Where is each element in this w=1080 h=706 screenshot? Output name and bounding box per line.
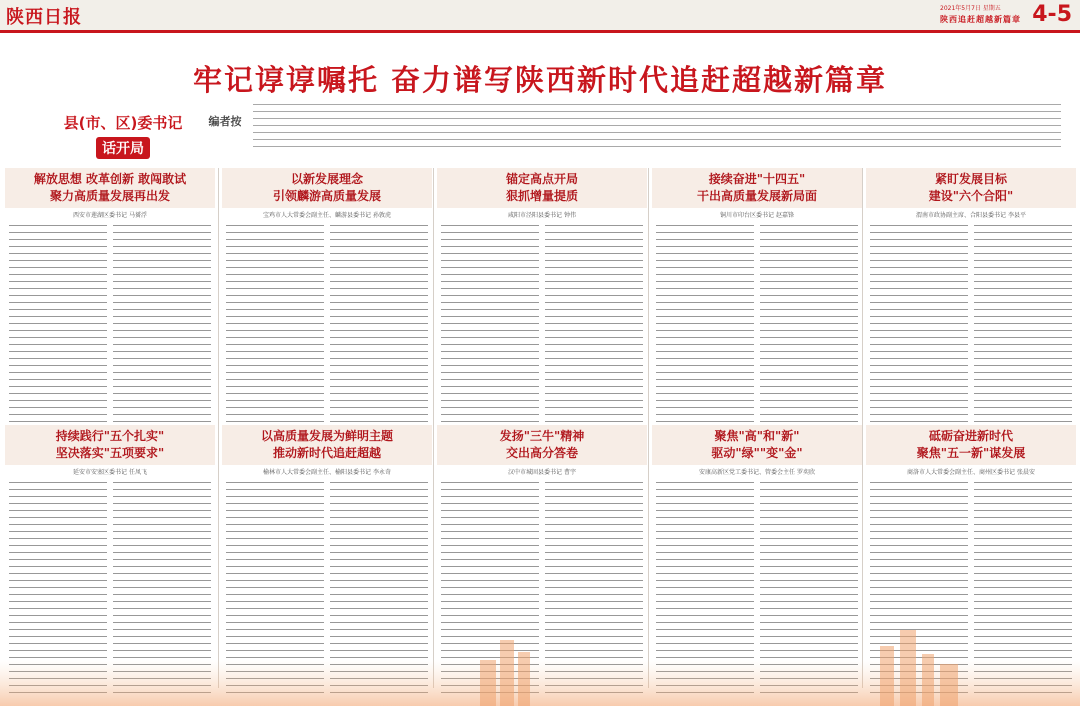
page-number: 4-5 xyxy=(1032,2,1072,27)
article-byline: 西安市莲湖区委书记 马赟浮 xyxy=(73,212,147,219)
article-title-line: 以高质量发展为鲜明主题 xyxy=(260,429,393,443)
article-title-line: 引领麟游高质量发展 xyxy=(272,189,381,203)
article-title-line: 干出高质量发展新局面 xyxy=(696,189,817,203)
article-title xyxy=(437,171,647,205)
article-byline: 安康高新区党工委书记、管委会主任 罗奕欣 xyxy=(699,469,815,476)
article-title-line: 驱动"绿""变"金" xyxy=(711,446,803,460)
article-title-line: 交出高分答卷 xyxy=(505,446,578,460)
editor-note-text xyxy=(253,101,1061,149)
article-byline: 商洛市人大常委会副主任、商州区委书记 张晨安 xyxy=(907,469,1035,476)
column-label-line1: 县(市、区)委书记 xyxy=(63,114,183,132)
article-title-line: 以新发展理念 xyxy=(290,172,363,186)
article-byline: 汉中市城固县委书记 曹宇 xyxy=(508,469,576,476)
issue-date: 2021年5月7日 星期五 xyxy=(940,5,1001,12)
article-title-line: 解放思想 改革创新 敢闯敢试 xyxy=(33,172,187,186)
article-title xyxy=(652,428,862,462)
article-byline: 延安市安塞区委书记 任凤飞 xyxy=(73,469,147,476)
article-title-line: 聚焦"高"和"新" xyxy=(714,429,800,443)
header-rule xyxy=(0,30,1080,33)
article-title-line: 砥砺奋进新时代 xyxy=(928,429,1013,443)
city-skyline-illustration xyxy=(0,600,1080,706)
article-title xyxy=(652,171,862,205)
article-title-line: 建设"六个合阳" xyxy=(928,189,1014,203)
article-title-line: 聚力高质量发展再出发 xyxy=(49,189,170,203)
article-title xyxy=(222,428,432,462)
editor-note xyxy=(205,95,1065,155)
column-label-badge: 话开局 xyxy=(96,137,150,159)
editor-note-badge: 编者按 xyxy=(208,115,242,128)
column-label xyxy=(58,112,188,159)
article-title xyxy=(437,428,647,462)
article-title-line: 锚定高点开局 xyxy=(505,172,578,186)
article-title-line: 坚决落实"五项要求" xyxy=(55,446,165,460)
article-byline: 咸阳市泾阳县委书记 钟伟 xyxy=(508,212,576,219)
article-title xyxy=(222,171,432,205)
main-headline: 牢记谆谆嘱托 奋力谱写陕西新时代追赶超越新篇章 xyxy=(192,63,888,97)
masthead-bar xyxy=(0,0,1080,30)
article-title-line: 狠抓增量提质 xyxy=(505,189,578,203)
article-title-line: 紧盯发展目标 xyxy=(934,172,1007,186)
article-title xyxy=(866,428,1076,462)
article-title-line: 发扬"三牛"精神 xyxy=(499,429,585,443)
article-byline: 宝鸡市人大常委会副主任、麟游县委书记 孙敦虎 xyxy=(263,212,391,219)
article-title-line: 聚焦"五一新"谋发展 xyxy=(916,446,1026,460)
section-tagline: 陕西追赶超越新篇章 xyxy=(940,15,1021,24)
masthead-logo: 陕西日报 xyxy=(6,7,82,28)
article-byline: 渭南市政协副主席、合阳县委书记 李县平 xyxy=(916,212,1026,219)
article-byline: 榆林市人大常委会副主任、榆阳县委书记 李永奇 xyxy=(263,469,391,476)
article-title xyxy=(866,171,1076,205)
article-title-line: 接续奋进"十四五" xyxy=(708,172,806,186)
article-title xyxy=(5,428,215,462)
article-title-line: 推动新时代追赶超越 xyxy=(272,446,381,460)
article-byline: 铜川市印台区委书记 赵嘉锋 xyxy=(720,212,794,219)
article-title-line: 持续践行"五个扎实" xyxy=(55,429,165,443)
article-title xyxy=(5,171,215,205)
